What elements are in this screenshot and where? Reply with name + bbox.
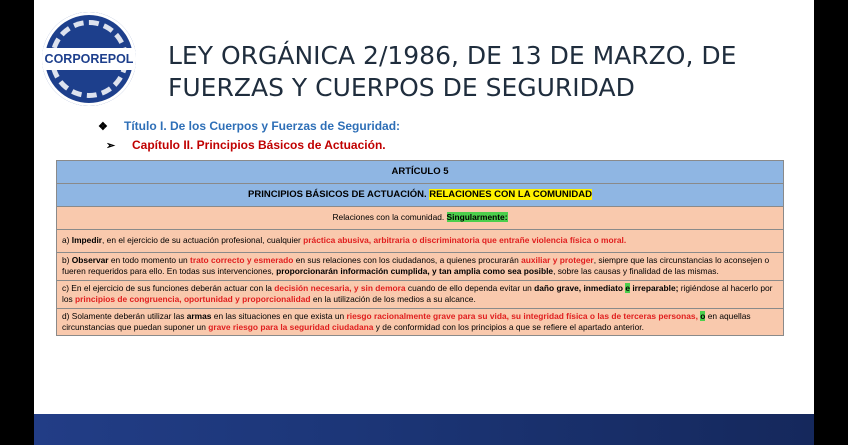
intro-cell <box>57 207 784 230</box>
item-text-segment: en todo momento un <box>108 255 191 265</box>
item-text-segment: en las situaciones en que exista un <box>211 310 347 321</box>
article-heading <box>57 184 784 207</box>
item-text-segment: , en el ejercicio de su actuación profesional, cualquier <box>102 235 304 246</box>
item-text-segment: armas <box>186 310 212 321</box>
item-text-segment: principios de congruencia, oportunidad y proporcionalidad <box>75 294 311 305</box>
item-text-segment: en la utilización de los medios a su alcance. <box>310 294 476 305</box>
item-text-segment: irreparable; <box>630 282 679 293</box>
item-text-segment: y de conformidad con los principios a que se refiere el apartado anterior. <box>373 322 644 333</box>
article-table <box>56 160 784 336</box>
item-text-segment: en sus relaciones con los ciudadanos, a quienes procurarán <box>293 255 522 265</box>
item-text-segment: e <box>625 282 630 293</box>
item-b <box>57 253 784 281</box>
table-row <box>57 184 784 207</box>
table-row <box>57 207 784 230</box>
footer-bar <box>34 414 814 445</box>
article-number: ARTÍCULO 5 <box>57 161 784 184</box>
outline-level2-text: Capítulo II. Principios Básicos de Actuación. <box>132 138 386 152</box>
item-text-segment: c) En el ejercicio de sus funciones deberán actuar con la <box>62 282 275 293</box>
item-text-segment: práctica abusiva, arbitraria o discriminatoria que entrañe violencia física o moral. <box>303 235 627 246</box>
item-text-segment: auxiliar y proteger <box>521 255 594 265</box>
item-d <box>57 308 784 336</box>
table-row <box>57 308 784 336</box>
item-text-segment: cuando de ello dependa evitar un <box>405 282 535 293</box>
item-text-segment: b) <box>62 255 72 265</box>
table-row <box>57 253 784 281</box>
item-text-segment: o <box>700 310 706 321</box>
outline-level2 <box>106 138 386 152</box>
intro-highlight: Singularmente: <box>446 212 508 223</box>
intro-text: Relaciones con la comunidad. <box>332 212 445 223</box>
item-text-segment: Impedir <box>71 235 103 246</box>
arrow-bullet-icon: ➢ <box>106 139 116 152</box>
item-text-segment: proporcionarán información cumplida, y tan amplia como sea posible <box>276 266 554 277</box>
item-text-segment: , siempre que las circunstancias lo aconsejen o fueren requeridos para ello. En todas sus intervenciones, <box>62 255 770 277</box>
outline-level1 <box>98 119 400 133</box>
item-text-segment: , sobre las causas y finalidad de las mismas. <box>553 266 719 277</box>
table-row <box>57 161 784 184</box>
item-text-segment: a) <box>62 235 72 246</box>
page-title: LEY ORGÁNICA 2/1986, DE 13 DE MARZO, DE FUERZAS Y CUERPOS DE SEGURIDAD <box>168 41 737 102</box>
logo-text: CORPOREPOL <box>44 52 134 66</box>
slide <box>34 0 814 445</box>
logo-band <box>42 48 136 70</box>
item-text-segment: decisión necesaria, y sin demora <box>274 282 406 293</box>
article-heading-text: PRINCIPIOS BÁSICOS DE ACTUACIÓN. <box>248 189 427 201</box>
table-row <box>57 280 784 308</box>
item-text-segment: trato correcto y esmerado <box>190 255 294 265</box>
table-row <box>57 230 784 253</box>
item-c <box>57 280 784 308</box>
item-text-segment: daño grave, inmediato <box>534 282 626 293</box>
item-a <box>57 230 784 253</box>
diamond-bullet-icon: ❖ <box>98 120 108 133</box>
corporepol-logo <box>42 12 136 106</box>
item-text-segment: grave riesgo para la seguridad ciudadana <box>208 322 374 333</box>
item-text-segment: riesgo racionalmente grave para su vida, su integridad física o las de terceras personas, <box>346 310 698 321</box>
item-text-segment: en aquellas circunstancias que puedan suponer un <box>62 310 751 333</box>
item-text-segment: Observar <box>71 255 109 265</box>
article-heading-highlight: RELACIONES CON LA COMUNIDAD <box>429 189 592 201</box>
outline-level1-text: Título I. De los Cuerpos y Fuerzas de Seguridad: <box>124 119 401 133</box>
item-text-segment: rigiéndose al hacerlo por los <box>62 282 773 305</box>
item-text-segment: d) Solamente deberán utilizar las <box>62 310 187 321</box>
